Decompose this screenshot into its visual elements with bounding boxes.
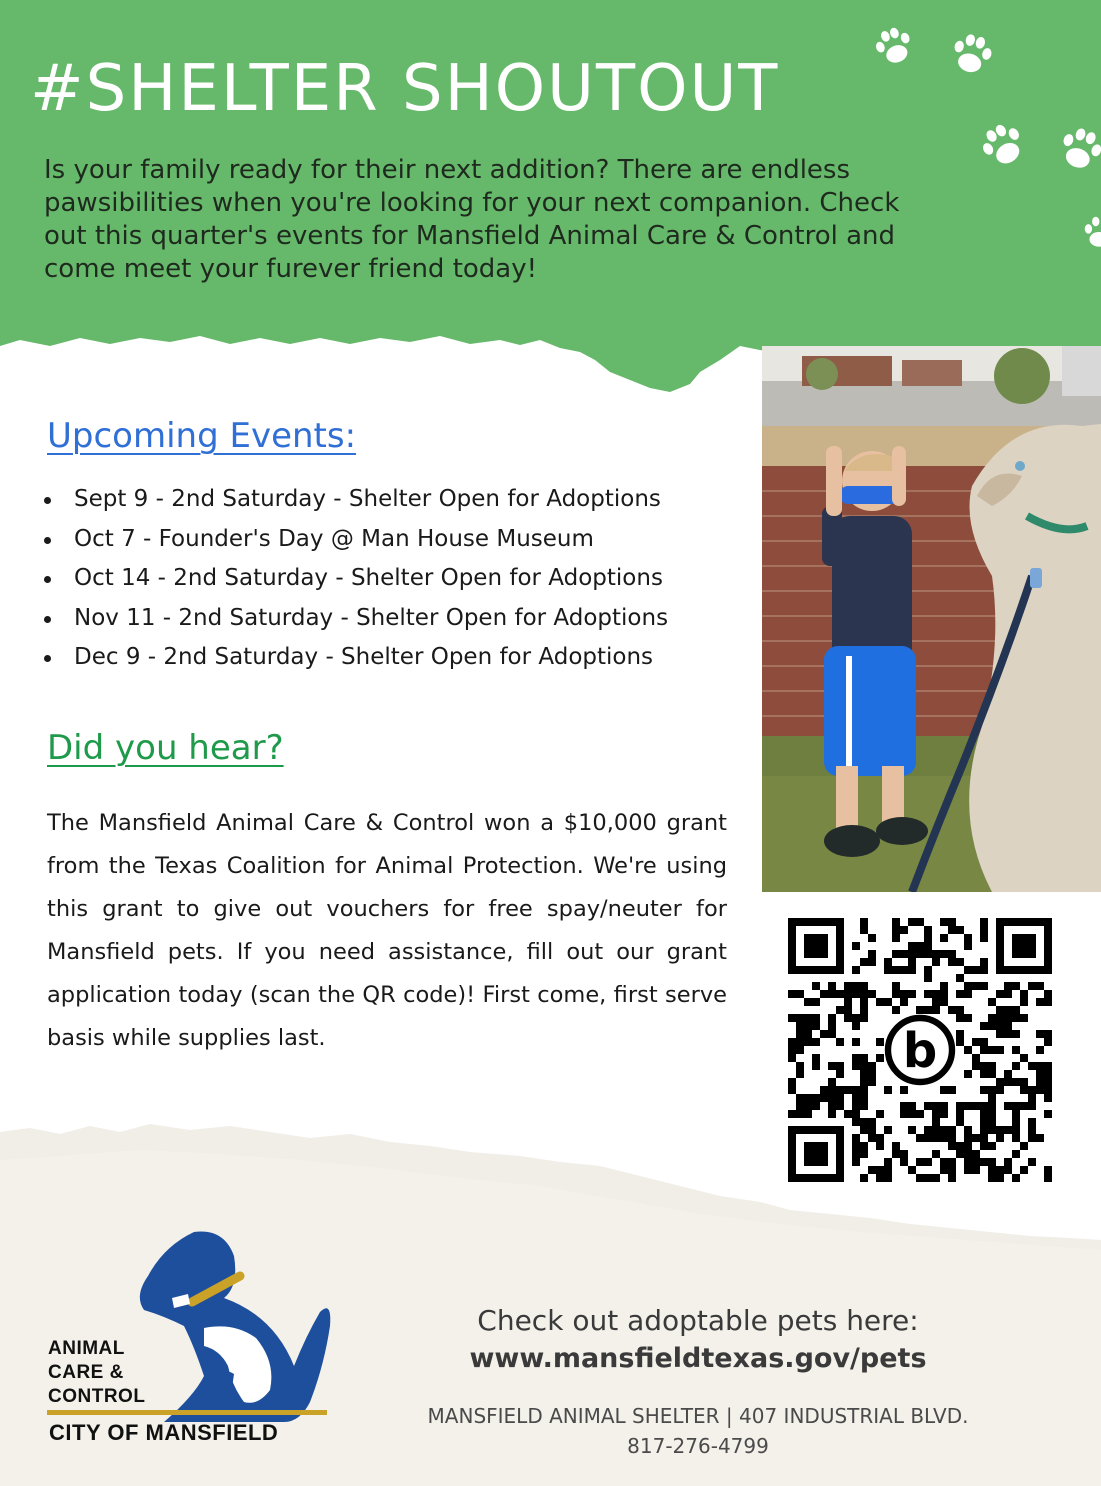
event-item: Nov 11 - 2nd Saturday - Shelter Open for Adoptions	[44, 599, 754, 639]
paw-print-icon	[1080, 206, 1101, 258]
adoptable-pets-link[interactable]: www.mansfieldtexas.gov/pets	[469, 1343, 927, 1374]
logo-divider	[47, 1410, 327, 1415]
paw-print-icon	[976, 118, 1030, 172]
event-item: Oct 7 - Founder's Day @ Man House Museum	[44, 520, 754, 560]
event-item: Sept 9 - 2nd Saturday - Shelter Open for Adoptions	[44, 480, 754, 520]
news-paragraph: The Mansfield Animal Care & Control won a $10,000 grant from the Texas Coalition for Animal Protection. We're using this grant to give out vouchers for free spay/neuter for Mansfield pets. If you need assistance, fill out our grant application today (scan the QR code)! First come, first serve basis while supplies last.	[47, 810, 727, 1051]
logo-line-animal: ANIMAL	[48, 1338, 125, 1359]
event-item: Dec 9 - 2nd Saturday - Shelter Open for Adoptions	[44, 638, 754, 678]
events-list	[44, 480, 754, 678]
shelter-phone: 817-276-4799	[627, 1434, 769, 1458]
logo-line-care: CARE &	[48, 1362, 124, 1383]
page-title: #SHELTER SHOUTOUT	[30, 52, 780, 126]
svg-text:b: b	[902, 1022, 938, 1079]
footer-cta: Check out adoptable pets here:	[477, 1304, 919, 1337]
header-band	[0, 0, 1101, 400]
paw-print-icon	[870, 22, 918, 70]
logo-city-name: CITY OF MANSFIELD	[49, 1420, 279, 1445]
paw-print-icon	[946, 28, 998, 80]
news-heading: Did you hear?	[47, 728, 284, 768]
intro-paragraph: Is your family ready for their next addition? There are endless pawsibilities when you're looking for your next companion. Check out this quarter's events for Mansfield Animal Care & Control and come meet your furever friend today!	[44, 155, 900, 284]
events-heading: Upcoming Events:	[47, 416, 357, 456]
shelter-address: MANSFIELD ANIMAL SHELTER | 407 INDUSTRIAL BLVD.	[427, 1404, 969, 1428]
boy-and-dog-photo	[762, 346, 1101, 892]
logo-line-control: CONTROL	[48, 1386, 146, 1407]
paw-print-icon	[1054, 122, 1101, 176]
event-item: Oct 14 - 2nd Saturday - Shelter Open for Adoptions	[44, 559, 754, 599]
